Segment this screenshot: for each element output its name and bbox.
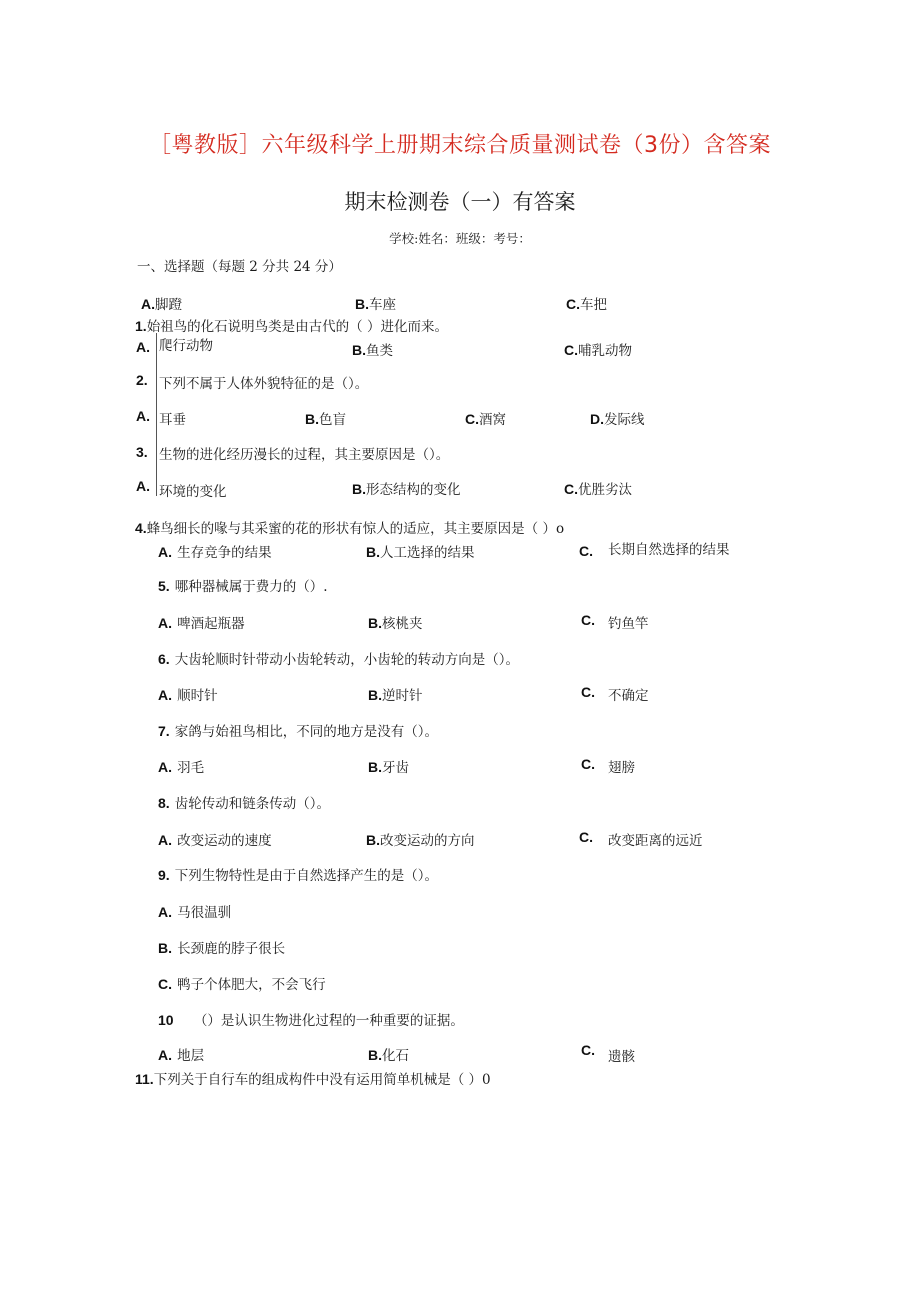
- option-letter: C.: [581, 1042, 595, 1058]
- question-number: 1.: [135, 318, 147, 334]
- q7-option-a: [158, 756, 204, 776]
- q10-option-a: [158, 1044, 204, 1064]
- option-letter: D.: [590, 411, 604, 427]
- question-1: [135, 315, 448, 335]
- option-text: 车座: [369, 297, 396, 313]
- option-letter: B.: [352, 481, 366, 497]
- option-text: 优胜劣汰: [578, 482, 632, 498]
- option-letter: B.: [368, 615, 382, 631]
- section-title: 一、选择题（每题 2 分共 24 分）: [137, 259, 342, 275]
- option-letter: A.: [136, 478, 150, 494]
- option-text: 长颈鹿的脖子很长: [177, 941, 286, 957]
- question-number: 5.: [158, 578, 170, 594]
- q4-option-a: [158, 541, 272, 561]
- q9-option-c: [158, 973, 326, 993]
- q5-option-b: [368, 612, 423, 632]
- question-text: 生物的进化经历漫长的过程，其主要原因是（）。: [159, 447, 450, 463]
- question-6: [158, 648, 519, 668]
- option-text: 发际线: [604, 412, 645, 428]
- option-letter: A.: [158, 615, 172, 631]
- option-letter: C.: [564, 481, 578, 497]
- q3-option-b: [352, 478, 461, 498]
- q6-option-a: [158, 684, 218, 704]
- option-text: 色盲: [319, 412, 346, 428]
- option-text: 鱼类: [366, 343, 393, 359]
- option-text: 哺乳动物: [578, 343, 632, 359]
- question-7: [158, 720, 438, 740]
- option-text: 牙齿: [382, 760, 409, 776]
- q2-option-d: [590, 408, 645, 428]
- option-letter: B.: [368, 759, 382, 775]
- option-letter: A.: [136, 339, 150, 355]
- option-text: 不确定: [608, 688, 649, 704]
- question-number: 9.: [158, 867, 170, 883]
- option-letter: A.: [158, 687, 172, 703]
- q1-option-b: [352, 339, 393, 359]
- option-letter: A.: [158, 832, 172, 848]
- option-text: 改变运动的方向: [380, 833, 475, 849]
- option-letter: A.: [136, 408, 150, 424]
- option-letter: B.: [355, 296, 369, 312]
- q9-option-b: [158, 937, 285, 957]
- option-letter: C.: [581, 684, 595, 700]
- option-letter: B.: [352, 342, 366, 358]
- question-number: 7.: [158, 723, 170, 739]
- option-text: 顺时针: [177, 688, 218, 704]
- question-text: （）是认识生物进化过程的一种重要的证据。: [193, 1013, 464, 1029]
- option-text: 生存竞争的结果: [177, 545, 272, 561]
- question-4: [135, 517, 564, 537]
- question-number: 6.: [158, 651, 170, 667]
- question-text: 下列关于自行车的组成构件中没有运用简单机械是（ ）0: [153, 1072, 491, 1088]
- document-title: ［粤教版］六年级科学上册期末综合质量测试卷（3份）含答案: [149, 133, 771, 158]
- question-text: 齿轮传动和链条传动（）。: [174, 796, 331, 812]
- option-text: 脚蹬: [155, 297, 182, 313]
- option-letter: A.: [158, 544, 172, 560]
- q8-option-a: [158, 829, 272, 849]
- option-text: 形态结构的变化: [366, 482, 461, 498]
- question-text: 下列生物特性是由于自然选择产生的是（）。: [174, 868, 439, 884]
- option-letter: B.: [368, 687, 382, 703]
- option-letter: A.: [158, 1047, 172, 1063]
- option-text: 化石: [382, 1048, 409, 1064]
- student-info-line: 学校:姓名：班级：考号：: [389, 231, 531, 246]
- question-text: 哪种器械属于费力的（）.: [174, 579, 328, 595]
- exam-subtitle: 期末检测卷（一）有答案: [344, 190, 576, 214]
- option-letter: A.: [141, 296, 155, 312]
- question-text: 大齿轮顺时针带动小齿轮转动，小齿轮的转动方向是（）。: [174, 652, 520, 668]
- q1-option-c: [564, 339, 632, 359]
- option-text: 翅膀: [608, 760, 635, 776]
- question-text: 蜂鸟细长的喙与其采蜜的花的形状有惊人的适应，其主要原因是（ ）o: [146, 521, 565, 537]
- orphan-option-c: [566, 293, 607, 313]
- question-5: [158, 575, 328, 595]
- option-letter: C.: [581, 756, 595, 772]
- q5-option-a: [158, 612, 245, 632]
- option-text: 长期自然选择的结果: [608, 542, 730, 558]
- q2-option-c: [465, 408, 506, 428]
- q7-option-b: [368, 756, 409, 776]
- q3-option-c: [564, 478, 632, 498]
- q4-option-b: [366, 541, 475, 561]
- option-text: 车把: [580, 297, 607, 313]
- question-9: [158, 864, 438, 884]
- question-8: [158, 792, 330, 812]
- option-letter: A.: [158, 904, 172, 920]
- question-number: 2.: [136, 372, 148, 388]
- option-letter: B.: [368, 1047, 382, 1063]
- option-letter: B.: [366, 544, 380, 560]
- option-text: 羽毛: [177, 760, 205, 776]
- option-text: 逆时针: [382, 688, 423, 704]
- orphan-option-a: [141, 293, 182, 313]
- option-letter: B.: [366, 832, 380, 848]
- question-11: [135, 1068, 491, 1088]
- option-text: 鸭子个体肥大，不会飞行: [177, 977, 326, 993]
- option-text: 啤酒起瓶器: [177, 616, 245, 632]
- option-text: 环境的变化: [159, 484, 227, 500]
- option-letter: C.: [579, 543, 593, 559]
- option-letter: C.: [579, 829, 593, 845]
- q10-option-b: [368, 1044, 409, 1064]
- option-text: 遗骸: [608, 1049, 635, 1065]
- orphan-option-b: [355, 293, 396, 313]
- question-text: 下列不属于人体外貌特征的是（）。: [159, 376, 369, 392]
- option-text: 酒窝: [479, 412, 506, 428]
- option-text: 马很温驯: [177, 905, 232, 921]
- vertical-rule: [156, 333, 157, 496]
- option-text: 人工选择的结果: [380, 545, 475, 561]
- option-letter: C.: [564, 342, 578, 358]
- question-10: [158, 1009, 464, 1029]
- option-text: 钓鱼竿: [608, 616, 649, 632]
- question-text: 家鸽与始祖鸟相比，不同的地方是没有（）。: [174, 724, 439, 740]
- option-letter: B.: [158, 940, 172, 956]
- question-number: 4.: [135, 520, 147, 536]
- question-number: 11.: [135, 1071, 154, 1087]
- option-letter: C.: [158, 976, 172, 992]
- option-letter: C.: [566, 296, 580, 312]
- option-letter: C.: [465, 411, 479, 427]
- option-text: 地层: [177, 1048, 205, 1064]
- question-number: 3.: [136, 444, 148, 460]
- option-text: 改变运动的速度: [177, 833, 272, 849]
- option-text: 改变距离的远近: [608, 833, 703, 849]
- option-letter: C.: [581, 612, 595, 628]
- option-text: 耳垂: [159, 412, 186, 428]
- option-text: 核桃夹: [382, 616, 423, 632]
- question-text: 始祖鸟的化石说明鸟类是由古代的（ ）进化而来。: [146, 319, 448, 335]
- q6-option-b: [368, 684, 423, 704]
- option-text: 爬行动物: [159, 338, 213, 354]
- option-letter: A.: [158, 759, 172, 775]
- q2-option-b: [305, 408, 346, 428]
- option-letter: B.: [305, 411, 319, 427]
- question-number: 10: [158, 1012, 174, 1028]
- q9-option-a: [158, 901, 231, 921]
- question-number: 8.: [158, 795, 170, 811]
- q8-option-b: [366, 829, 475, 849]
